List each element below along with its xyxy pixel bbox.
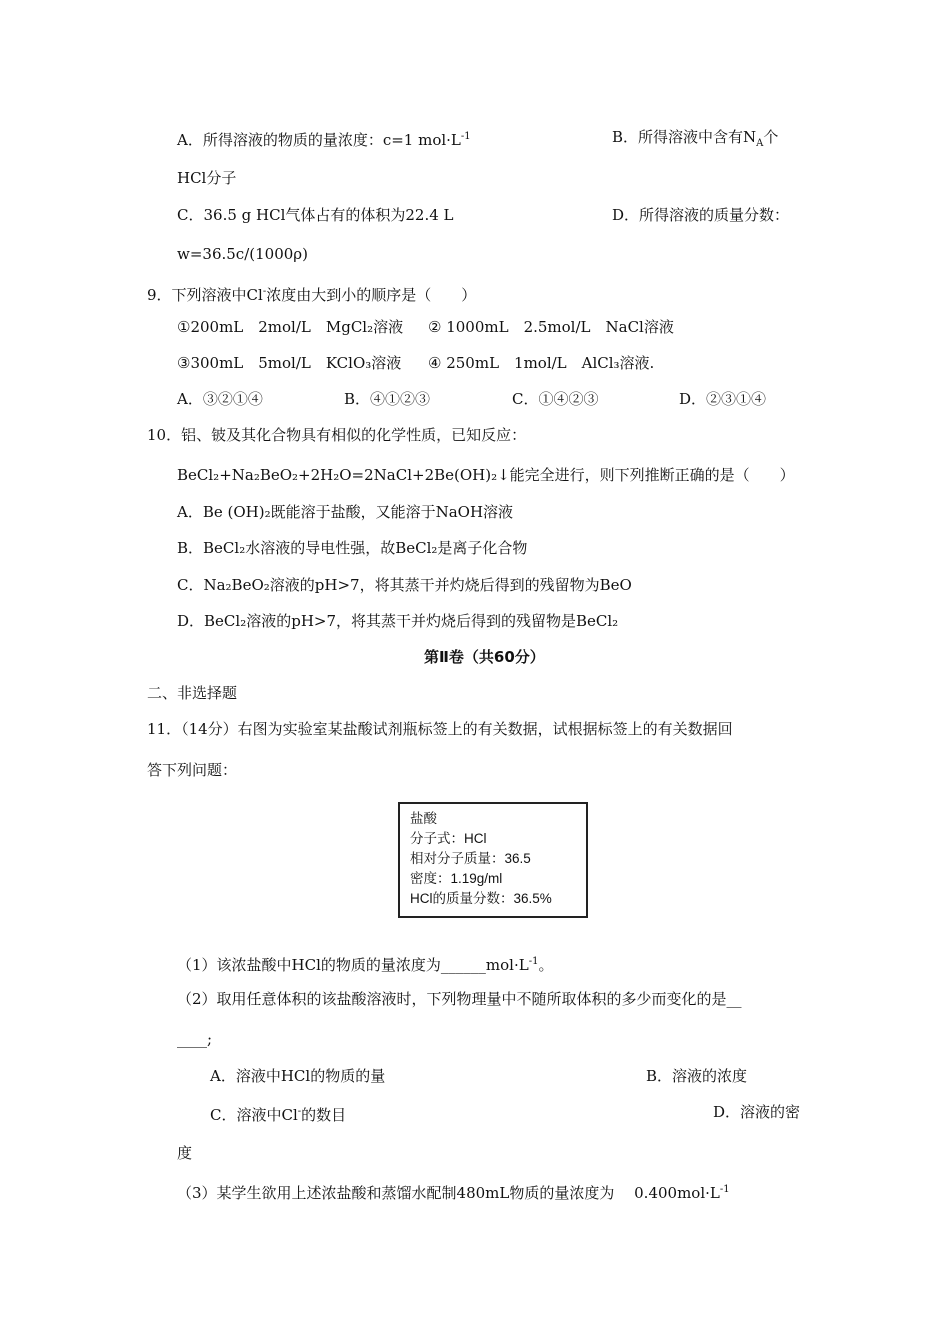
q11-part-1: （1）该浓盐酸中HCl的物质的量浓度为$\_\_\_\_\_\_mol\cdot L^{-1}$。: [177, 956, 554, 974]
q11-option-d-continued: 度: [177, 1144, 193, 1162]
q11-stem: 11．（14分）右图为实验室某盐酸试剂瓶标签上的有关数据，试根据标签上的有关数据回: [147, 720, 733, 738]
q9-item-2: ② 1000mL 2.5mol/L NaCl溶液: [428, 318, 674, 336]
q9-item-1: ①200mL 2mol/L MgCl₂溶液: [177, 318, 404, 336]
q9-option-b: B．④①②③: [344, 390, 431, 408]
reagent-label: [398, 802, 588, 918]
q10-stem: 10．铝、铍及其化合物具有相似的化学性质，已知反应：: [147, 426, 527, 444]
q11-part-2-continued: ____;: [177, 1030, 213, 1048]
q9-stem: 9．下列溶液中Cl-浓度由大到小的顺序是（ ）: [147, 286, 477, 304]
q11-stem-continued: 答下列问题：: [147, 761, 238, 779]
section-title: 第Ⅱ卷（共60分）: [424, 648, 545, 666]
label-mass-fraction: HCl的质量分数：36.5%: [410, 891, 552, 906]
q11-part-2: （2）取用任意体积的该盐酸溶液时，下列物理量中不随所取体积的多少而变化的是__: [177, 990, 742, 1008]
q11-part-3: （3）某学生欲用上述浓盐酸和蒸馏水配制480mL物质的量浓度为 $0.400mol\cdot L^{-1}$: [177, 1184, 730, 1202]
q10-option-a: A．Be (OH)₂既能溶于盐酸，又能溶于NaOH溶液: [177, 503, 514, 521]
q8-option-b: B．所得溶液中含有$N_A$个: [612, 128, 779, 149]
q9-item-4: ④ 250mL 1mol/L AlCl₃溶液.: [428, 354, 655, 372]
q8-option-d: D．所得溶液的质量分数：: [612, 206, 790, 224]
q11-option-c: C．溶液中Cl-的数目: [210, 1106, 347, 1124]
q8-option-b-continued: HCl分子: [177, 169, 237, 187]
q9-item-3: ③300mL 5mol/L KClO₃溶液: [177, 354, 402, 372]
q10-reaction: BeCl₂+Na₂BeO₂+2H₂O=2NaCl+2Be(OH)₂↓能完全进行，则下列推断正确的是（ ）: [177, 466, 795, 484]
q8-option-a: A．所得溶液的物质的量浓度：c=1 $mol\cdot L^{-1}$: [177, 131, 471, 149]
q9-option-d: D．②③①④: [679, 390, 767, 408]
q11-option-a: A．溶液中HCl的物质的量: [210, 1067, 386, 1085]
q10-option-b: B．BeCl₂水溶液的导电性强，故BeCl₂是离子化合物: [177, 539, 528, 557]
q10-option-d: D．BeCl₂溶液的pH>7，将其蒸干并灼烧后得到的残留物是BeCl₂: [177, 612, 619, 630]
q9-option-a: A．③②①④: [177, 390, 263, 408]
q8-option-d-continued: w=36.5c/(1000ρ): [177, 245, 308, 263]
label-formula: 分子式：HCl: [410, 831, 487, 846]
q11-option-b: B．溶液的浓度: [646, 1067, 748, 1085]
q9-option-c: C．①④②③: [512, 390, 599, 408]
section-heading: 二、非选择题: [147, 684, 238, 702]
q10-option-c: C．Na₂BeO₂溶液的pH>7，将其蒸干并灼烧后得到的残留物为BeO: [177, 576, 632, 594]
label-name: 盐酸: [410, 811, 437, 826]
label-density: 密度：1.19g/ml: [410, 871, 503, 886]
q8-option-c: C．36.5 g HCl气体占有的体积为22.4 L: [177, 206, 454, 224]
label-molar-mass: 相对分子质量：36.5: [410, 851, 531, 866]
q11-option-d: D．溶液的密: [713, 1103, 801, 1121]
